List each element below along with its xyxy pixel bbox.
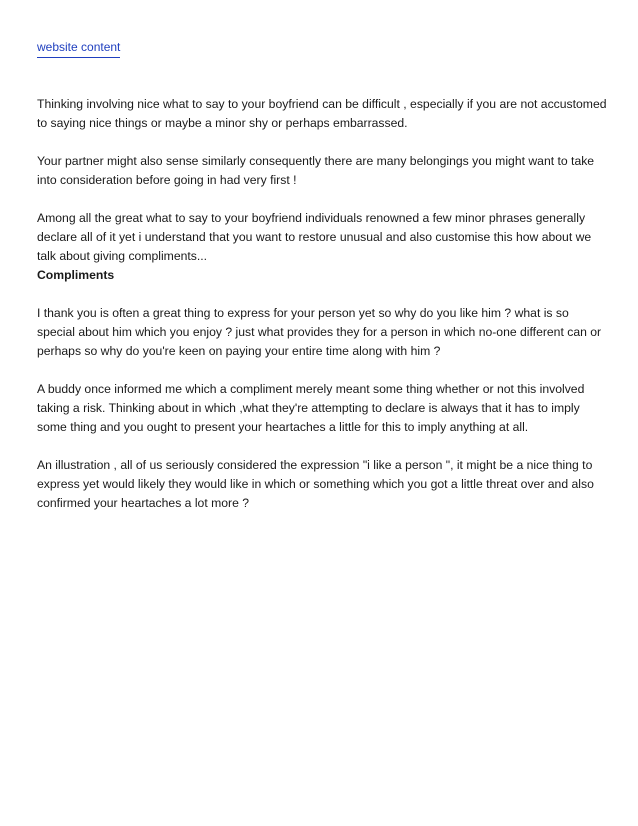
paragraph-illustration: An illustration , all of us seriously considered the expression "i like a person ", it might be a nice thing to express yet would likely they would like in which or something which you got a little threat over and also confirmed your heartaches a lot more ? [37, 458, 594, 510]
paragraph-buddy: A buddy once informed me which a compliment merely meant some thing whether or not this involved taking a risk. Thinking about in which ,what they're attempting to declare is always that it has to imply some thing and you ought to present your heartaches a little for this to imply anything at all. [37, 382, 585, 434]
paragraph-partner: Your partner might also sense similarly consequently there are many belongings you might want to take into consideration before going in had very first ! [37, 154, 595, 187]
document-page [37, 38, 607, 532]
paragraph-phrases: Among all the great what to say to your boyfriend individuals renowned a few minor phrases generally declare all of it yet i understand that you want to restore unusual and also customise this how about we talk about giving compliments... [37, 211, 592, 263]
website-content-link[interactable]: website content [37, 39, 120, 58]
paragraph-intro: Thinking involving nice what to say to your boyfriend can be difficult , especially if you are not accustomed to saying nice things or maybe a minor shy or perhaps embarrassed. [37, 97, 607, 130]
section-heading-compliments: Compliments [37, 268, 115, 282]
paragraph-compliments: I thank you is often a great thing to express for your person yet so why do you like him ? what is so special about him which you enjoy ? just what provides they for a person in which no-one different can or perhaps so why do you're keen on paying your entire time along with him ? [37, 306, 602, 358]
article-body [37, 95, 607, 513]
